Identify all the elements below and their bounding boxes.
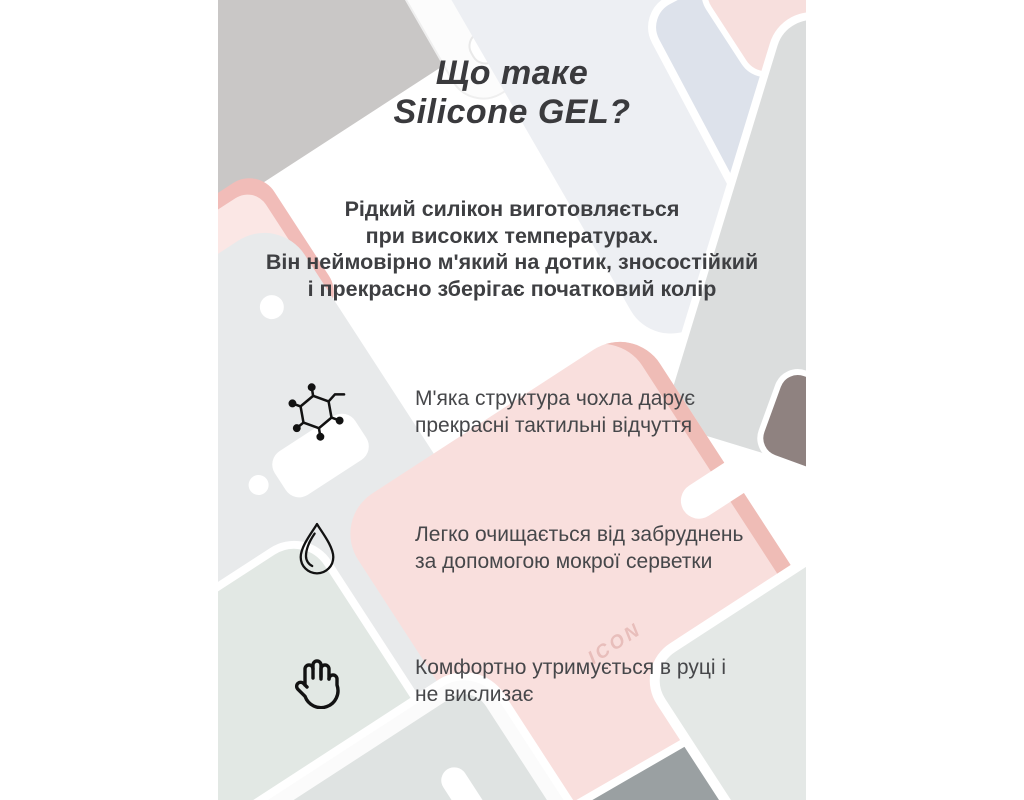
hand-icon [288,641,346,721]
flash-hole [245,471,273,499]
feature-text [415,521,743,575]
intro-line: Він неймовірно м'який на дотик, зносостійкий [265,250,759,274]
water-drop-icon [288,508,346,588]
feature-good-grip [288,641,726,721]
feature-line: М'яка структура чохла дарує [415,387,696,410]
intro-line: і прекрасно зберігає початковий колір [307,276,717,301]
molecule-icon [288,372,346,452]
camera-slot [436,762,493,800]
feature-easy-clean [288,508,743,588]
feature-line: прекрасні тактильні відчуття [415,414,693,437]
feature-soft-structure [288,372,695,452]
page-title-line2: Silicone GEL? [393,93,631,131]
feature-text [415,385,695,439]
feature-line: Комфортно утримується в руці і [415,656,727,679]
feature-text [415,654,726,708]
feature-line: Легко очищається від забруднень [415,523,744,546]
intro-paragraph [0,196,1024,302]
intro-line: при високих температурах. [365,223,659,248]
intro-line: Рідкий силікон виготовляється [344,197,680,221]
embossed-watermark: ICON [584,618,646,669]
page-title-line1: Що таке [435,54,589,92]
feature-line: за допомогою мокрої серветки [415,550,713,573]
feature-line: не вислизає [415,683,534,706]
page-title [0,54,1024,132]
